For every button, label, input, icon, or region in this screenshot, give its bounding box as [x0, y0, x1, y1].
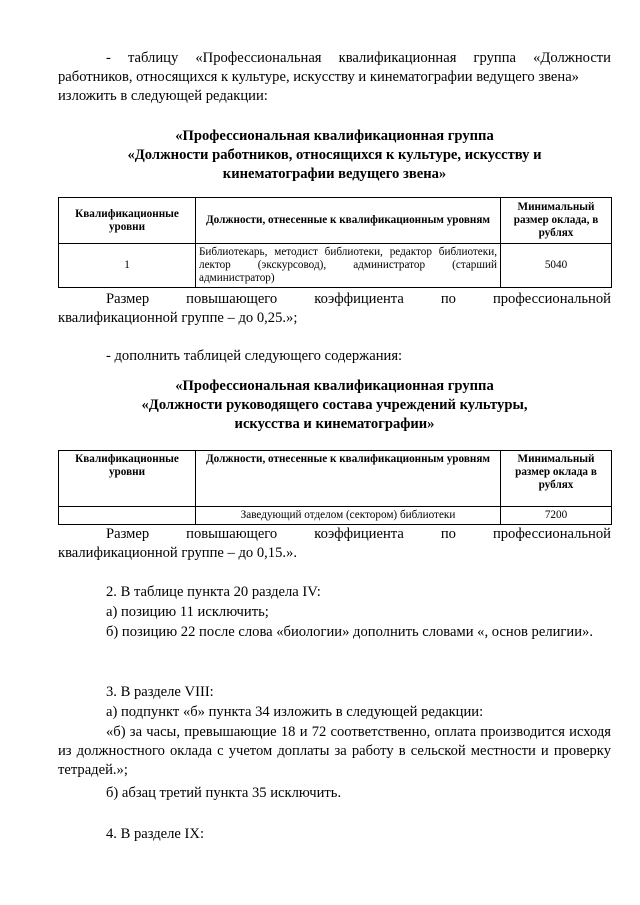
table-row — [59, 244, 612, 288]
group2-coef-line-1: Размер повышающего коэффициента по профессиональной — [106, 526, 611, 542]
header-levels: Квалификационные уровни — [59, 451, 196, 507]
table-header-row — [59, 451, 612, 507]
group1-coef-line-2: квалификационной группе – до 0,25.»; — [58, 310, 298, 326]
cell-salary: 7200 — [501, 507, 612, 525]
group1-table — [58, 197, 612, 288]
header-levels: Квалификационные уровни — [59, 198, 196, 244]
section2-heading: 2. В таблице пункта 20 раздела IV: — [106, 584, 321, 600]
group2-title-3: искусства и кинематографии» — [234, 416, 435, 432]
group1-title-1: «Профессиональная квалификационная группа — [175, 128, 494, 144]
section2-item-a: а) позицию 11 исключить; — [106, 604, 269, 620]
section2-item-b: б) позицию 22 после слова «биологии» дополнить словами «, основ религии». — [106, 624, 593, 640]
header-positions: Должности, отнесенные к квалификационным уровням — [196, 451, 501, 507]
section3-item-b: б) абзац третий пункта 35 исключить. — [106, 785, 342, 801]
cell-level: 1 — [59, 244, 196, 288]
group1-title-2: «Должности работников, относящихся к культуре, искусству и — [127, 147, 542, 163]
intro-line-1: - таблицу «Профессиональная квалификационная группа «Должности — [106, 50, 611, 66]
header-salary: Минимальный размер оклада в рублях — [501, 451, 612, 507]
cell-positions: Библиотекарь, методист библиотеки, редактор библиотеки, лектор (экскурсовод), администратор (старший администратор) — [196, 244, 501, 288]
group1-title-3: кинематографии ведущего звена» — [222, 166, 447, 182]
cell-level — [59, 507, 196, 525]
cell-positions: Заведующий отделом (сектором) библиотеки — [196, 507, 501, 525]
table-row — [59, 507, 612, 525]
intro-line-2: работников, относящихся к культуре, искусству и кинематографии ведущего звена» — [58, 69, 579, 85]
table-header-row — [59, 198, 612, 244]
section3-item-a: а) подпункт «б» пункта 34 изложить в следующей редакции: — [106, 704, 484, 720]
section3-quote: «б) за часы, превышающие 18 и 72 соответственно, оплата производится исходя из должностного оклада с учетом доплаты за работу в сельской местности и проверку тетрадей.»; — [58, 724, 611, 778]
header-positions: Должности, отнесенные к квалификационным уровням — [196, 198, 501, 244]
section4-heading: 4. В разделе IX: — [106, 826, 205, 842]
group2-title-1: «Профессиональная квалификационная группа — [175, 378, 494, 394]
cell-salary: 5040 — [501, 244, 612, 288]
supplement-line: - дополнить таблицей следующего содержания: — [106, 348, 403, 364]
header-salary: Минимальный размер оклада, в рублях — [501, 198, 612, 244]
section3-heading: 3. В разделе VIII: — [106, 684, 214, 700]
group2-table — [58, 450, 612, 525]
group2-coef-line-2: квалификационной группе – до 0,15.». — [58, 545, 297, 561]
group2-title-2: «Должности руководящего состава учреждений культуры, — [141, 397, 528, 413]
intro-line-3: изложить в следующей редакции: — [58, 88, 268, 104]
group1-coef-line-1: Размер повышающего коэффициента по профессиональной — [106, 291, 611, 307]
